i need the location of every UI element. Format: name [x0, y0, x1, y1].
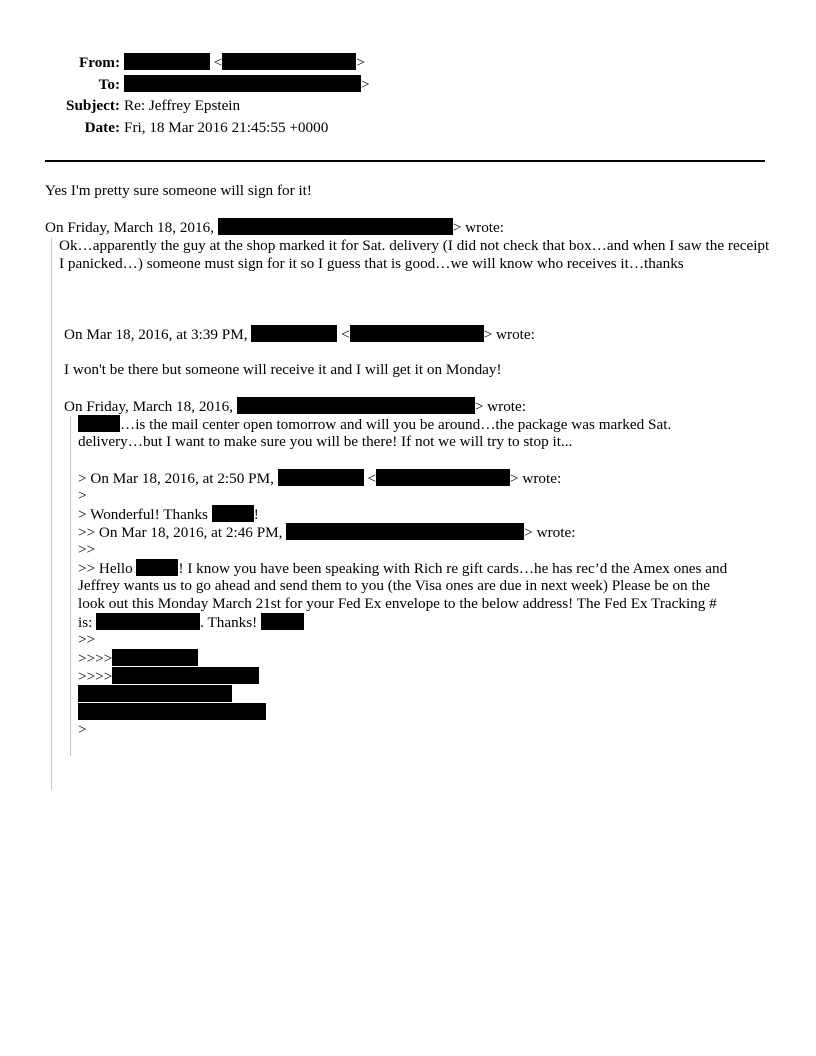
quote3-line1: …is the mail center open tomorrow and will you be around…the package was marked Sat. — [78, 415, 671, 434]
redaction-box — [124, 75, 361, 92]
redaction-box — [237, 397, 475, 414]
address-line3 — [78, 685, 232, 704]
quote2-text: I won't be there but someone will receive it and I will get it on Monday! — [64, 361, 502, 378]
date-label: Date: — [84, 119, 120, 136]
quote3-line2: delivery…but I want to make sure you will be there! If not we will try to stop it... — [78, 433, 573, 450]
address-line2: >>>> — [78, 667, 259, 686]
redaction-box — [222, 53, 356, 70]
hello-line: >> Hello ! I know you have been speaking with Rich re gift cards…he has rec’d the Amex ones and — [78, 560, 728, 577]
quote-bar — [51, 238, 52, 790]
redaction-box — [261, 613, 304, 630]
quote-bar — [70, 416, 71, 756]
from-row — [0, 53, 370, 75]
address-line4 — [78, 703, 266, 722]
subject-label: Subject: — [66, 97, 120, 114]
quote-marker: >> — [78, 631, 96, 648]
redaction-box — [78, 685, 232, 702]
redaction-box — [96, 613, 200, 630]
redaction-box — [218, 218, 453, 235]
redaction-box — [78, 703, 266, 720]
quote4-attribution: > On Mar 18, 2016, at 2:50 PM, < > wrote: — [78, 470, 562, 487]
wonderful-line: > Wonderful! Thanks ! — [78, 506, 259, 523]
reply-text: Yes I'm pretty sure someone will sign for it! — [45, 182, 312, 199]
from-label: From: — [78, 54, 120, 71]
redaction-box — [251, 325, 337, 342]
header-divider — [45, 160, 765, 162]
redaction-box — [278, 469, 364, 486]
redaction-box — [350, 325, 484, 342]
quote2-attribution: On Mar 18, 2016, at 3:39 PM, < > wrote: — [64, 326, 535, 343]
redaction-box — [124, 53, 210, 70]
angle-close: > — [356, 54, 365, 71]
subject-row — [0, 97, 370, 119]
email-header — [0, 53, 370, 141]
to-row — [0, 75, 370, 97]
redaction-box — [78, 415, 120, 432]
redaction-box — [212, 505, 254, 522]
tracking-line: is: . Thanks! — [78, 613, 304, 632]
subject-value: Re: Jeffrey Epstein — [124, 97, 241, 114]
quote1-attribution: On Friday, March 18, 2016, > wrote: — [45, 219, 504, 236]
redaction-box — [286, 523, 524, 540]
quote3-attribution: On Friday, March 18, 2016, > wrote: — [64, 398, 526, 415]
quote-marker: > — [78, 487, 87, 504]
quote1-text: Ok…apparently the guy at the shop marked it for Sat. delivery (I did not check that box…and when I saw the receipt I panicked…) someone must sign for it so I guess that is good…we will know who receives it…thanks — [59, 237, 770, 272]
redaction-box — [376, 469, 510, 486]
quote5-attribution: >> On Mar 18, 2016, at 2:46 PM, > wrote: — [78, 524, 576, 541]
redaction-box — [112, 649, 198, 666]
to-label: To: — [98, 76, 120, 93]
angle-open: < — [213, 54, 223, 71]
redaction-box — [136, 559, 178, 576]
message-line2: Jeffrey wants us to go ahead and send them to you (the Visa ones are due in next week) Please be on the — [78, 577, 711, 594]
date-value: Fri, 18 Mar 2016 21:45:55 +0000 — [124, 119, 329, 136]
message-line3: look out this Monday March 21st for your Fed Ex envelope to the below address! The Fed Ex Tracking # — [78, 595, 717, 612]
address-line1: >>>> — [78, 649, 198, 668]
quote-marker: > — [78, 721, 87, 738]
redaction-box — [112, 667, 259, 684]
quote-marker: >> — [78, 541, 96, 558]
date-row — [0, 119, 370, 141]
angle-close: > — [361, 76, 370, 93]
